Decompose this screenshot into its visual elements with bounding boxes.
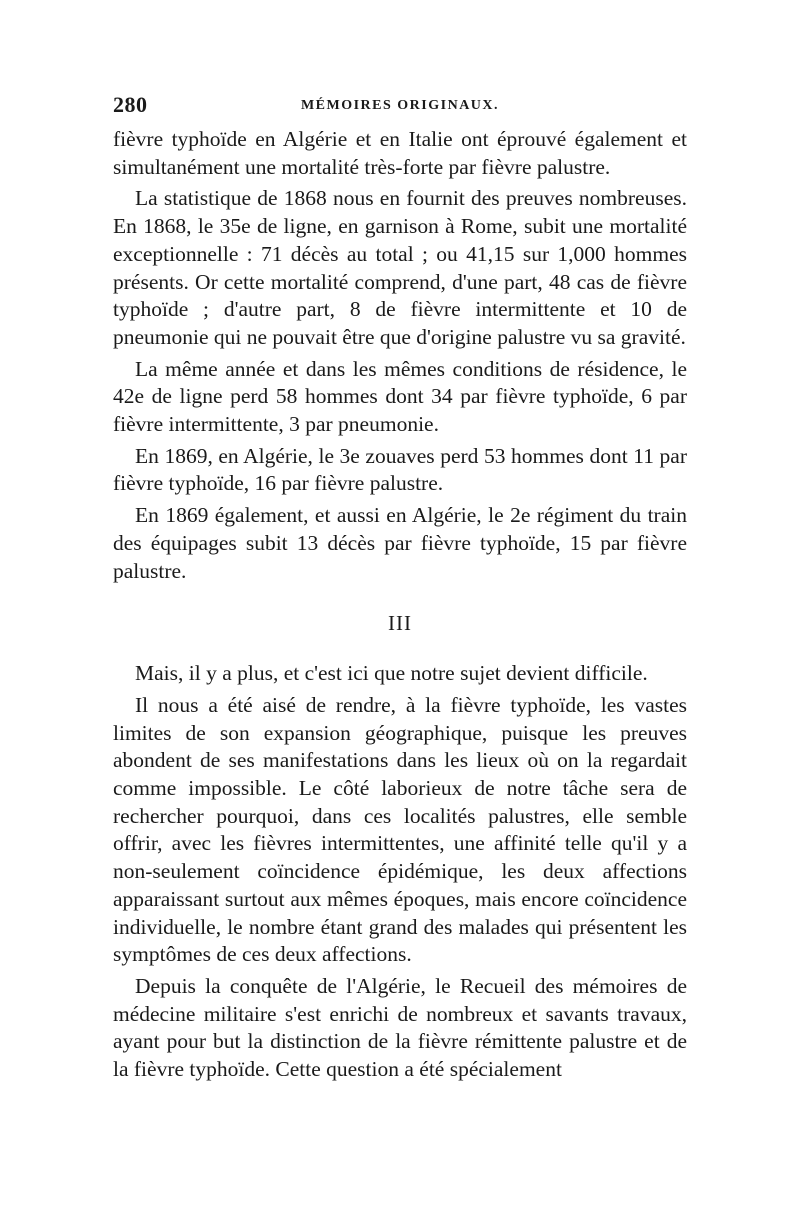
paragraph-statistics-1868: La statistique de 1868 nous en fournit des preuves nombreuses. En 1868, le 35e de ligne, en garnison à Rome, subit une mortalité exceptionnelle : 71 décès au total ; ou 41,15 sur 1,000 hommes présents. Or cette mortalité comprend, d'une part, 48 cas de fièvre typhoïde ; d'autre part, 8 de fièvre intermittente et 10 de pneumonie qui ne pouvait être que d'origine palustre vu sa gravité. (113, 186, 687, 349)
book-page (113, 92, 687, 1088)
paragraph-continued: fièvre typhoïde en Algérie et en Italie ont éprouvé également et simultanément une mortalité très-forte par fièvre palustre. (113, 127, 687, 179)
running-title: MÉMOIRES ORIGINAUX. (300, 98, 500, 113)
paragraph-conquete-algerie: Depuis la conquête de l'Algérie, le Recueil des mémoires de médecine militaire s'est enrichi de nombreux et savants travaux, ayant pour but la distinction de la fièvre rémittente palustre et de la fièvre typhoïde. Cette question a été spécialement (113, 973, 687, 1082)
paragraph-42e-ligne: La même année et dans les mêmes conditions de résidence, le 42e de ligne perd 58 hommes dont 34 par fièvre typhoïde, 6 par fièvre intermittente, 3 par pneumonie. (113, 356, 687, 437)
paragraph-expansion: Il nous a été aisé de rendre, à la fièvre typhoïde, les vastes limites de son expansion géographique, puisque les preuves abondent de ses manifestations dans les lieux où on la regardait comme impossible. Le côté laborieux de notre tâche sera de rechercher pourquoi, dans ces localités palustres, elle semble offrir, avec les fièvres intermittentes, une affinité telle qu'il y a non-seulement coïncidence épidémique, les deux affections apparaissant surtout aux mêmes époques, mais encore coïncidence individuelle, le nombre étant grand des malades qui présentent les symptômes de ces deux affections. (113, 692, 687, 967)
section-heading: III (388, 611, 412, 636)
paragraph-3e-zouaves: En 1869, en Algérie, le 3e zouaves perd 53 hommes dont 11 par fièvre typhoïde, 16 par fièvre palustre. (113, 443, 687, 496)
paragraph-2e-regiment: En 1869 également, et aussi en Algérie, le 2e régiment du train des équipages subit 13 décès par fièvre typhoïde, 15 par fièvre palustre. (113, 503, 687, 583)
page-number: 280 (113, 92, 148, 117)
running-header (113, 92, 687, 126)
paragraph-sujet-difficile: Mais, il y a plus, et c'est ici que notre sujet devient difficile. (135, 661, 648, 686)
body-text (113, 126, 687, 1084)
